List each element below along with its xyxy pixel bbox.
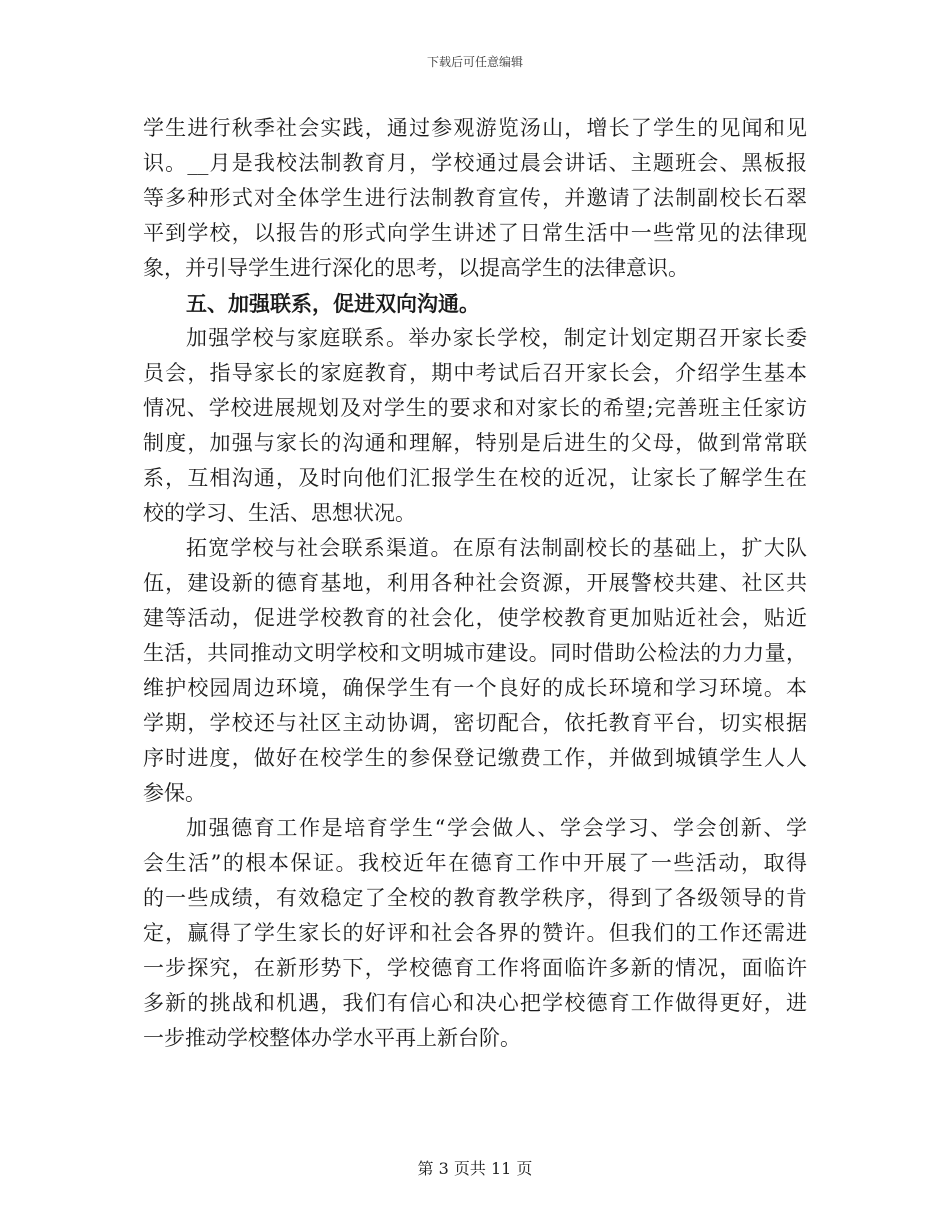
paragraph-line: 生活，共同推动文明学校和文明城市建设。同时借助公检法的力力量， [143, 641, 807, 665]
paragraph-line: 一步推动学校整体办学水平再上新台阶。 [143, 1026, 521, 1050]
paragraph-line: 参保。 [143, 781, 206, 805]
paragraph-line: 定，赢得了学生家长的好评和社会各界的赞许。但我们的工作还需进 [143, 921, 807, 945]
paragraph-line: 等多种形式对全体学生进行法制教育宣传，并邀请了法制副校长石翠 [143, 186, 807, 210]
paragraph-line: 加强德育工作是培育学生“学会做人、学会学习、学会创新、学 [186, 816, 807, 840]
document-body [143, 111, 807, 1056]
paragraph-line: 的一些成绩，有效稳定了全校的教育教学秩序，得到了各级领导的肯 [143, 886, 807, 910]
paragraph-line: 序时进度，做好在校学生的参保登记缴费工作，并做到城镇学生人人 [143, 746, 807, 770]
paragraph-line: 象，并引导学生进行深化的思考，以提高学生的法律意识。 [143, 256, 689, 280]
paragraph-line: 平到学校，以报告的形式向学生讲述了日常生活中一些常见的法律现 [143, 221, 807, 245]
paragraph-line: 建等活动，促进学校教育的社会化，使学校教育更加贴近社会，贴近 [143, 606, 807, 630]
paragraph-line: 会生活”的根本保证。我校近年在德育工作中开展了一些活动，取得 [143, 851, 807, 875]
page-number: 第 3 页共 11 页 [417, 1159, 533, 1178]
paragraph-line: 拓宽学校与社会联系渠道。在原有法制副校长的基础上，扩大队 [186, 536, 807, 560]
paragraph-line: 系，互相沟通，及时向他们汇报学生在校的近况，让家长了解学生在 [143, 466, 807, 490]
paragraph-line: 识。__月是我校法制教育月，学校通过晨会讲话、主题班会、黑板报 [143, 151, 807, 175]
paragraph-line: 制度，加强与家长的沟通和理解，特别是后进生的父母，做到常常联 [143, 431, 807, 455]
paragraph-line: 伍，建设新的德育基地，利用各种社会资源，开展警校共建、社区共 [143, 571, 807, 595]
paragraph-line: 一步探究，在新形势下，学校德育工作将面临许多新的情况，面临许 [143, 956, 807, 980]
paragraph-line: 情况、学校进展规划及对学生的要求和对家长的希望;完善班主任家访 [143, 396, 807, 420]
paragraph-line: 学期，学校还与社区主动协调，密切配合，依托教育平台，切实根据 [143, 711, 807, 735]
section-heading: 五、加强联系，促进双向沟通。 [186, 291, 480, 316]
paragraph-line: 维护校园周边环境，确保学生有一个良好的成长环境和学习环境。本 [143, 676, 807, 700]
paragraph-line: 加强学校与家庭联系。举办家长学校，制定计划定期召开家长委 [186, 326, 807, 350]
paragraph-line: 校的学习、生活、思想状况。 [143, 501, 416, 525]
paragraph-line: 多新的挑战和机遇，我们有信心和决心把学校德育工作做得更好，进 [143, 991, 807, 1015]
paragraph-line: 员会，指导家长的家庭教育，期中考试后召开家长会，介绍学生基本 [143, 361, 807, 385]
paragraph-line: 学生进行秋季社会实践，通过参观游览汤山，增长了学生的见闻和见 [143, 116, 807, 140]
page-header: 下载后可任意编辑 [426, 55, 523, 69]
